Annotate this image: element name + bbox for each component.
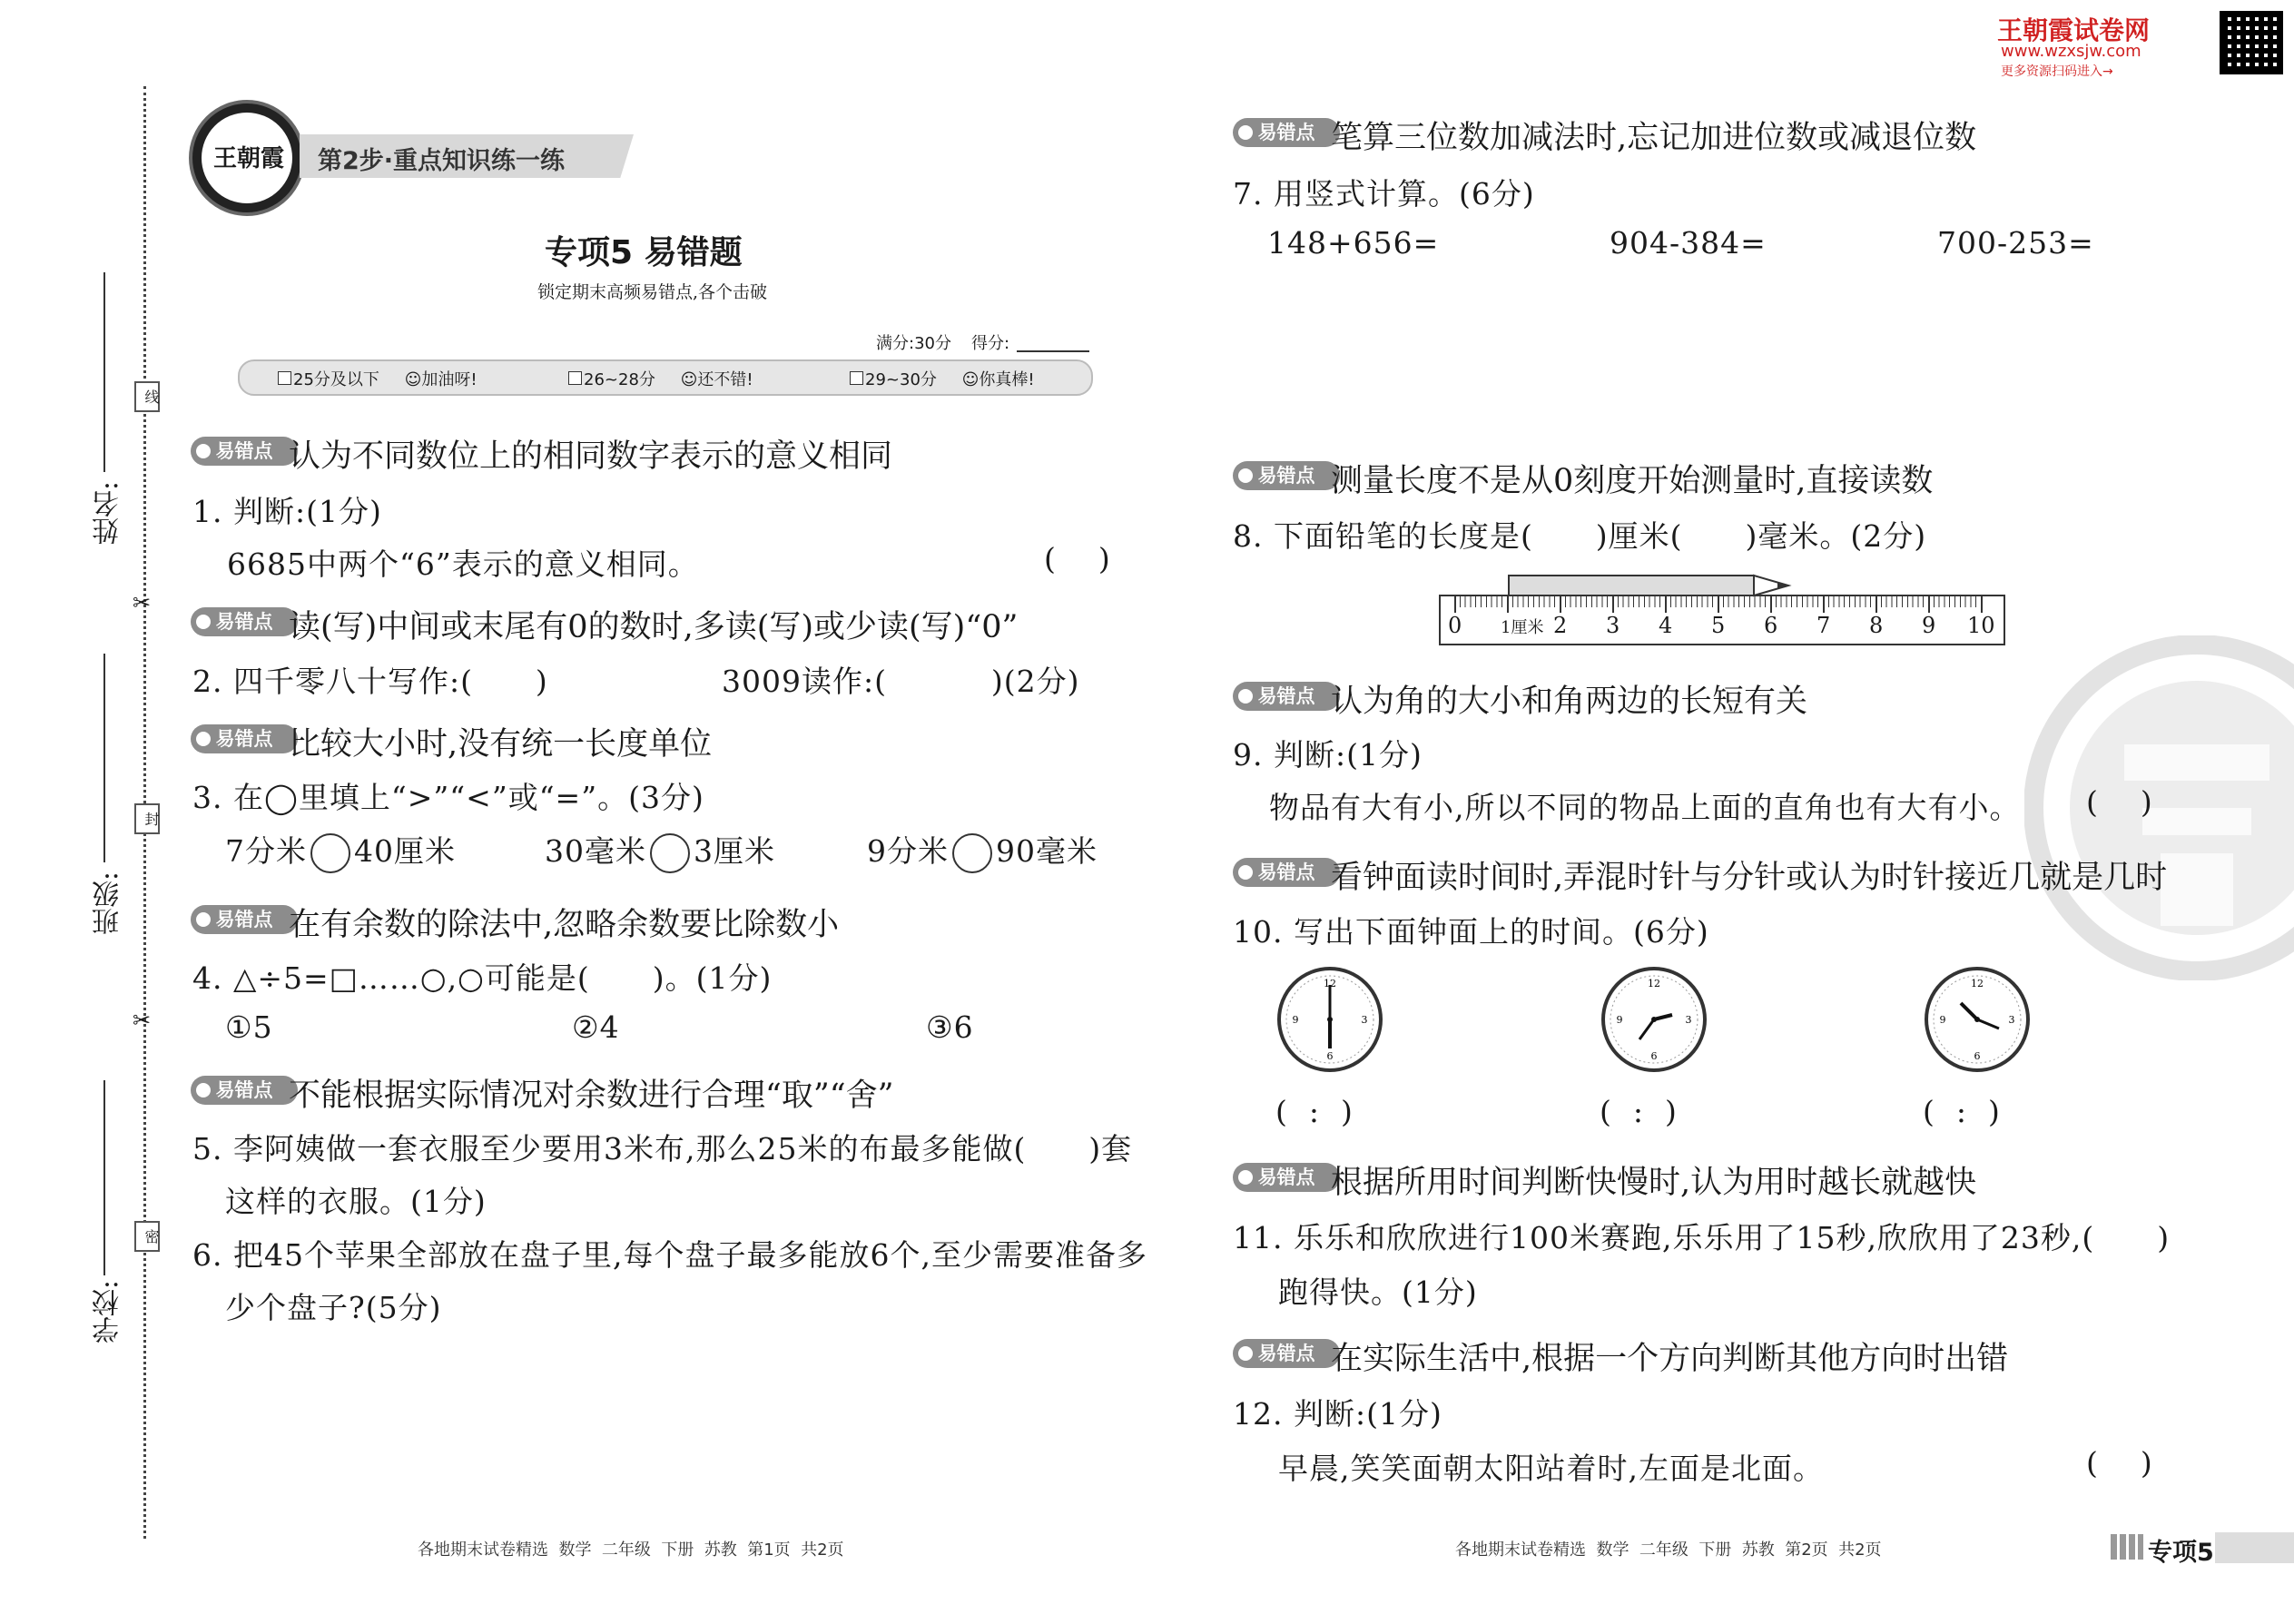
q6-line1: 6. 把45个苹果全部放在盘子里,每个盘子最多能放6个,至少需要准备多	[192, 1237, 1147, 1273]
q5-line1[interactable]: 5. 李阿姨做一套衣服至少要用3米布,那么25米的布最多能做( )套	[192, 1131, 1133, 1166]
footer-right: 各地期末试卷精选 数学 二年级 下册 苏教 第2页 共2页	[1455, 1540, 1882, 1560]
q4-option[interactable]: ②4	[572, 1009, 620, 1045]
q7-item[interactable]: 904-384=	[1610, 225, 1767, 261]
clock-icon	[1923, 965, 2032, 1074]
q10-blank[interactable]: ( : )	[1275, 1094, 1354, 1129]
q10-head: 10. 写出下面钟面上的时间。(6分)	[1233, 914, 1709, 950]
ruler-label: 3	[1606, 613, 1620, 638]
q4-head[interactable]: 4. △÷5=□……○,○可能是( )。(1分)	[192, 960, 773, 996]
q12-body: 早晨,笑笑面朝太阳站着时,左面是北面。	[1278, 1451, 1824, 1486]
face-icon: ☺	[680, 370, 698, 389]
class-label: 班级:	[93, 871, 124, 936]
level-1	[278, 367, 478, 390]
svg-text:6: 6	[1326, 1050, 1334, 1062]
q7-item[interactable]: 700-253=	[1937, 225, 2094, 261]
ruler-label: 2	[1553, 613, 1568, 638]
tip-tag: 易错点	[1233, 118, 1340, 147]
svg-text:3: 3	[2008, 1014, 2015, 1026]
q3-head: 3. 在◯里填上“>”“<”或“=”。(3分)	[192, 780, 704, 815]
svg-text:3: 3	[1361, 1014, 1368, 1026]
tip-tag: 易错点	[191, 724, 298, 753]
tip-text: 根据所用时间判断快慢时,认为用时越长就越快	[1331, 1165, 1977, 1201]
q3-item	[867, 828, 1098, 873]
watermark	[1997, 11, 2215, 79]
q3-right: 3厘米	[694, 833, 775, 869]
corner-grid-icon	[2111, 1534, 2143, 1560]
stamp-icon	[2024, 635, 2294, 980]
tip-text: 认为不同数位上的相同数字表示的意义相同	[289, 438, 893, 475]
level-range: 29~30分	[865, 370, 937, 389]
svg-text:9: 9	[1939, 1014, 1946, 1026]
level-range: 26~28分	[584, 370, 655, 389]
qr-code-icon	[2220, 11, 2283, 74]
svg-text:9: 9	[1616, 1014, 1623, 1026]
ruler-label: 10	[1967, 613, 1995, 638]
q10-blank[interactable]: ( : )	[1923, 1094, 2001, 1129]
svg-text:12: 12	[1971, 978, 1984, 989]
ruler-label: 4	[1659, 613, 1673, 638]
ruler-label: 0	[1448, 613, 1462, 638]
q11-line1[interactable]: 11. 乐乐和欣欣进行100米赛跑,乐乐用了15秒,欣欣用了23秒,( )	[1233, 1220, 2171, 1255]
tip-text: 比较大小时,没有统一长度单位	[289, 726, 713, 763]
watermark-slogan: 更多资源扫码进入→	[2001, 64, 2113, 79]
tip-tag: 易错点	[191, 905, 298, 934]
footer-left: 各地期末试卷精选 数学 二年级 下册 苏教 第1页 共2页	[418, 1540, 844, 1560]
q3-right: 40厘米	[354, 833, 456, 869]
ruler-label: 6	[1764, 613, 1778, 638]
logo-text: 王朝霞	[212, 145, 284, 172]
q2-part-a[interactable]: 2. 四千零八十写作:( )	[192, 664, 548, 699]
school-line[interactable]	[103, 1080, 105, 1275]
corner-label: 专项5	[2148, 1539, 2214, 1567]
seal-mark-seal: 封	[134, 803, 160, 834]
ruler-label: 8	[1869, 613, 1884, 638]
level-note: 你真棒!	[979, 370, 1035, 389]
tip-text: 在实际生活中,根据一个方向判断其他方向时出错	[1331, 1341, 2009, 1377]
q9-head: 9. 判断:(1分)	[1233, 737, 1423, 773]
watermark-brand: 王朝霞试卷网	[1997, 15, 2151, 45]
q9-answer[interactable]: ( )	[2086, 784, 2153, 820]
tip-text: 测量长度不是从0刻度开始测量时,直接读数	[1331, 463, 1934, 499]
tip-tag: 易错点	[191, 607, 298, 636]
q12-head: 12. 判断:(1分)	[1233, 1396, 1442, 1432]
full-score: 满分:30分	[876, 334, 951, 353]
q3-left: 9分米	[867, 833, 949, 869]
ruler-labels	[1441, 613, 2004, 640]
ruler-label	[1501, 613, 1543, 638]
q12-answer[interactable]: ( )	[2086, 1445, 2153, 1481]
logo	[189, 100, 305, 216]
q4-option[interactable]: ③6	[926, 1009, 974, 1045]
page-subtitle: 锁定期末高频易错点,各个击破	[537, 282, 768, 302]
ruler-label: 7	[1816, 613, 1831, 638]
seal-mark-secret: 密	[134, 1221, 160, 1252]
score-level-bar	[238, 359, 1093, 396]
q3-left: 7分米	[225, 833, 307, 869]
name-line[interactable]	[103, 272, 105, 472]
q6-line2: 少个盘子?(5分)	[225, 1290, 442, 1325]
compare-circle[interactable]	[310, 833, 350, 873]
tip-tag: 易错点	[191, 1076, 298, 1105]
name-label: 姓名:	[93, 481, 124, 546]
score-blank[interactable]	[1017, 350, 1089, 352]
level-range: 25分及以下	[293, 370, 379, 389]
level-3	[850, 367, 1035, 390]
face-icon: ☺	[404, 370, 422, 389]
tip-text: 在有余数的除法中,忽略余数要比除数小	[289, 907, 840, 943]
ruler-label: 9	[1922, 613, 1936, 638]
svg-text:6: 6	[1974, 1050, 1981, 1062]
page-title: 专项5 易错题	[545, 234, 743, 271]
q10-blank[interactable]: ( : )	[1600, 1094, 1678, 1129]
ruler	[1439, 595, 2005, 645]
step-label: 第2步·重点知识练一练	[318, 147, 566, 175]
q3-item	[225, 828, 456, 873]
q1-answer[interactable]: ( )	[1044, 541, 1111, 576]
q2-part-b[interactable]: 3009读作:( )(2分)	[722, 664, 1080, 699]
tip-text: 不能根据实际情况对余数进行合理“取”“舍”	[289, 1078, 894, 1114]
tip-tag: 易错点	[191, 437, 298, 466]
q8-head[interactable]: 8. 下面铅笔的长度是( )厘米( )毫米。(2分)	[1233, 518, 1927, 554]
svg-text:12: 12	[1648, 978, 1660, 989]
watermark-url: www.wzxsjw.com	[2001, 42, 2141, 61]
q7-item[interactable]: 148+656=	[1267, 225, 1440, 261]
svg-text:9: 9	[1292, 1014, 1299, 1026]
compare-circle[interactable]	[650, 833, 690, 873]
q9-body: 物品有大有小,所以不同的物品上面的直角也有大有小。	[1269, 790, 2021, 825]
level-note: 还不错!	[697, 370, 753, 389]
checkbox-icon[interactable]	[568, 371, 582, 385]
tip-tag: 易错点	[1233, 682, 1340, 711]
ruler-label: 1厘米	[1501, 618, 1544, 637]
clock-icon	[1275, 965, 1384, 1074]
tip-text: 认为角的大小和角两边的长短有关	[1331, 684, 1808, 720]
q7-head: 7. 用竖式计算。(6分)	[1233, 176, 1535, 212]
checkbox-icon[interactable]	[850, 371, 863, 385]
tip-text: 读(写)中间或末尾有0的数时,多读(写)或少读(写)“0”	[289, 609, 1019, 645]
tip-tag: 易错点	[1233, 461, 1340, 490]
checkbox-icon[interactable]	[278, 371, 291, 385]
level-note: 加油呀!	[421, 370, 478, 389]
scissors-icon: ✂	[133, 1008, 152, 1033]
clock-icon	[1600, 965, 1708, 1074]
q1-head: 1. 判断:(1分)	[192, 494, 382, 529]
tip-text: 笔算三位数加减法时,忘记加进位数或减退位数	[1331, 120, 1977, 156]
q3-right: 90毫米	[996, 833, 1098, 869]
corner-bar	[2215, 1532, 2294, 1563]
svg-text:3: 3	[1685, 1014, 1692, 1026]
q11-line2: 跑得快。(1分)	[1278, 1275, 1478, 1310]
tip-tag: 易错点	[1233, 1339, 1340, 1368]
ruler-label: 5	[1711, 613, 1726, 638]
compare-circle[interactable]	[952, 833, 992, 873]
class-line[interactable]	[103, 654, 105, 862]
school-label: 学校:	[93, 1280, 124, 1344]
tip-tag: 易错点	[1233, 1163, 1340, 1192]
svg-text:12: 12	[1324, 978, 1336, 989]
score-label: 得分:	[971, 334, 1010, 353]
svg-text:6: 6	[1650, 1050, 1658, 1062]
face-icon: ☺	[961, 370, 980, 389]
tip-text: 看钟面读时间时,弄混时针与分针或认为时针接近几就是几时	[1331, 860, 2168, 896]
seal-mark-line: 线	[134, 381, 160, 412]
q1-body: 6685中两个“6”表示的意义相同。	[227, 546, 699, 582]
q3-item	[545, 828, 775, 873]
q5-line2: 这样的衣服。(1分)	[225, 1184, 487, 1219]
level-2	[568, 367, 753, 390]
tip-tag: 易错点	[1233, 858, 1340, 887]
scissors-icon: ✂	[133, 590, 152, 615]
pencil-icon	[1507, 572, 1807, 599]
q3-left: 30毫米	[545, 833, 646, 869]
q4-option[interactable]: ①5	[225, 1009, 273, 1045]
